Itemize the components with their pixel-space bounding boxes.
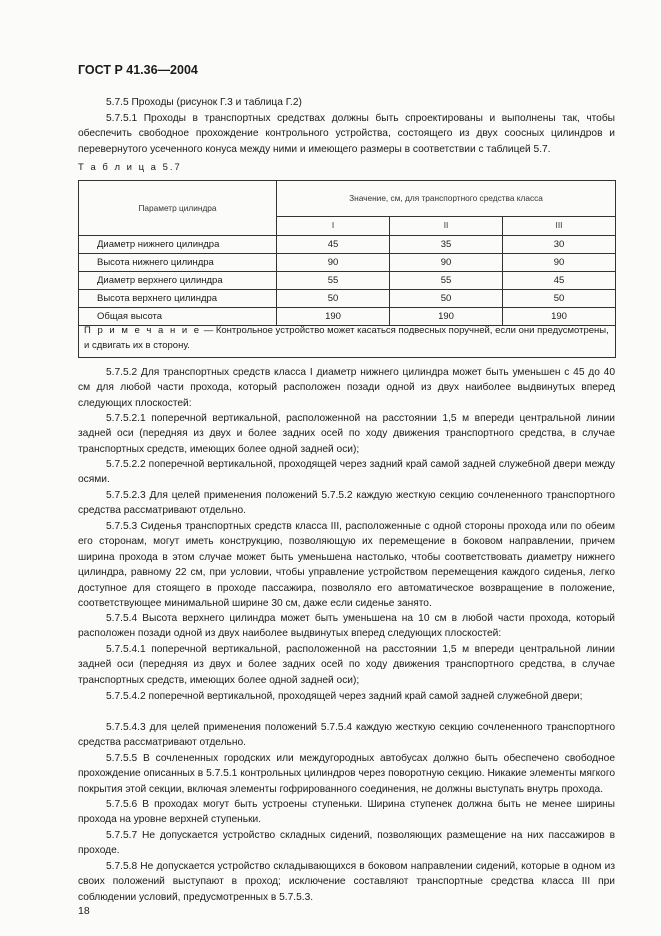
table-header-row <box>79 181 616 217</box>
page-number: 18 <box>78 905 90 917</box>
row-label: Высота верхнего цилиндра <box>79 290 277 308</box>
paragraph: 5.7.5.6 В проходах могут быть устроены ступеньки. Ширина ступенек должна быть не менее ширины прохода на уровне верхней ступеньки. <box>78 799 615 826</box>
cell-value: 90 <box>503 254 616 272</box>
table-note <box>84 324 609 353</box>
paragraph: 5.7.5.2 Для транспортных средств класса I диаметр нижнего цилиндра может быть уменьшен с 45 до 40 см для любой части прохода, который расположен позади одной из двух наиболее выдвинутых вперед следующих плоскостей: <box>78 367 615 409</box>
paragraph: 5.7.5.4 Высота верхнего цилиндра может быть уменьшена на 10 см в любой части прохода, который расположен позади одной из двух наиболее выдвинутых вперед следующих плоскостей: <box>78 613 615 640</box>
cell-value: 190 <box>390 308 503 326</box>
table-row <box>79 290 616 308</box>
paragraph: 5.7.5.8 Не допускается устройство складывающихся в боковом направлении сидений, которые в одном из своих положений выступают в проход; исключение составляют транспортные средства класса III при соблюдении условий, предусмотренных в 5.7.5.3. <box>78 861 615 903</box>
cell-value: 190 <box>277 308 390 326</box>
cell-value: 35 <box>390 236 503 254</box>
cell-value: 90 <box>390 254 503 272</box>
paragraph: 5.7.5.4.3 для целей применения положений 5.7.5.4 каждую жесткую секцию сочлененного транспортного средства рассматривают отдельно. <box>78 722 615 749</box>
cell-value: 190 <box>503 308 616 326</box>
table-row <box>79 236 616 254</box>
paragraph: 5.7.5.2.1 поперечной вертикальной, расположенной на расстоянии 1,5 м впереди центральной линии задней оси (передняя из двух и более задних осей по ходу движения транспортного средства, в случае транспортных средств, имеющих более одной задней оси); <box>78 413 615 455</box>
class-header: III <box>503 216 616 235</box>
paragraph: 5.7.5.1 Проходы в транспортных средствах должны быть спроектированы и выполнены так, чтобы обеспечить свободное прохождение контрольного устройства, состоящего из двух соосных цилиндров и перевернутого усеченного конуса между ними и имеющего размеры в соответствии с таблицей 5.7. <box>78 113 615 155</box>
cell-value: 50 <box>503 290 616 308</box>
row-label: Общая высота <box>79 308 277 326</box>
table-caption: Т а б л и ц а 5.7 <box>78 162 182 173</box>
paragraph: 5.7.5.7 Не допускается устройство складных сидений, позволяющих размещение на них пассажиров в проходе. <box>78 830 615 857</box>
row-label: Диаметр верхнего цилиндра <box>79 272 277 290</box>
cell-value: 55 <box>390 272 503 290</box>
paragraph: 5.7.5.2.3 Для целей применения положений 5.7.5.2 каждую жесткую секцию сочлененного транспортного средства рассматривают отдельно. <box>78 490 615 517</box>
paragraph: 5.7.5.2.2 поперечной вертикальной, проходящей через задний край самой задней служебной двери между осями. <box>78 459 615 486</box>
cell-value: 55 <box>277 272 390 290</box>
table-row <box>79 254 616 272</box>
table-row <box>79 272 616 290</box>
cell-value: 50 <box>277 290 390 308</box>
cell-value: 90 <box>277 254 390 272</box>
cell-value: 45 <box>277 236 390 254</box>
class-header: I <box>277 216 390 235</box>
note-label: П р и м е ч а н и е <box>84 325 202 336</box>
row-label: Высота нижнего цилиндра <box>79 254 277 272</box>
paragraph: 5.7.5.4.2 поперечной вертикальной, проходящей через задний край самой задней служебной двери; <box>106 691 583 702</box>
cell-value: 45 <box>503 272 616 290</box>
paragraph: 5.7.5.5 В сочлененных городских или междугородных автобусах должно быть обеспечено свободное прохождение описанных в 5.7.5.1 контрольных цилиндров через поворотную секцию. Никакие элементы мягкого покрытия этой секции, включая элементы гофрированного соединения, не должны выступать внутрь прохода. <box>78 753 615 795</box>
document-header: ГОСТ Р 41.36—2004 <box>78 63 198 77</box>
paragraph: 5.7.5.3 Сиденья транспортных средств класса III, расположенные с одной стороны прохода или по обеим его сторонам, могут иметь конструкцию, позволяющую их перемещение в боковом направлении, причем ширина прохода в этом случае может быть уменьшена настолько, чтобы соответствовать диаметру нижнего цилиндра, равному 22 см, при условии, чтобы управление устройством перемещения каждого сиденья, легко доступное для стоящего в проходе пассажира, позволяло его автоматическое возвращение в положение, соответствующее минимальной ширине 30 см, даже если сиденье занято. <box>78 521 615 610</box>
values-header: Значение, см, для транспортного средства класса <box>277 181 616 217</box>
class-header: II <box>390 216 503 235</box>
note-text: — Контрольное устройство может касаться подвесных поручней, если они предусмотрены, и сдвигать их в сторону. <box>84 325 609 351</box>
paragraph: 5.7.5.4.1 поперечной вертикальной, расположенной на расстоянии 1,5 м впереди центральной линии задней оси (передняя из двух и более задних осей по ходу движения транспортного средства, в случае транспортных средств, имеющих более одной задней оси); <box>78 644 615 686</box>
table-row <box>79 308 616 326</box>
cell-value: 50 <box>390 290 503 308</box>
row-label: Диаметр нижнего цилиндра <box>79 236 277 254</box>
section-heading: 5.7.5 Проходы (рисунок Г.3 и таблица Г.2) <box>106 97 302 108</box>
cell-value: 30 <box>503 236 616 254</box>
param-header: Параметр цилиндра <box>79 181 277 236</box>
